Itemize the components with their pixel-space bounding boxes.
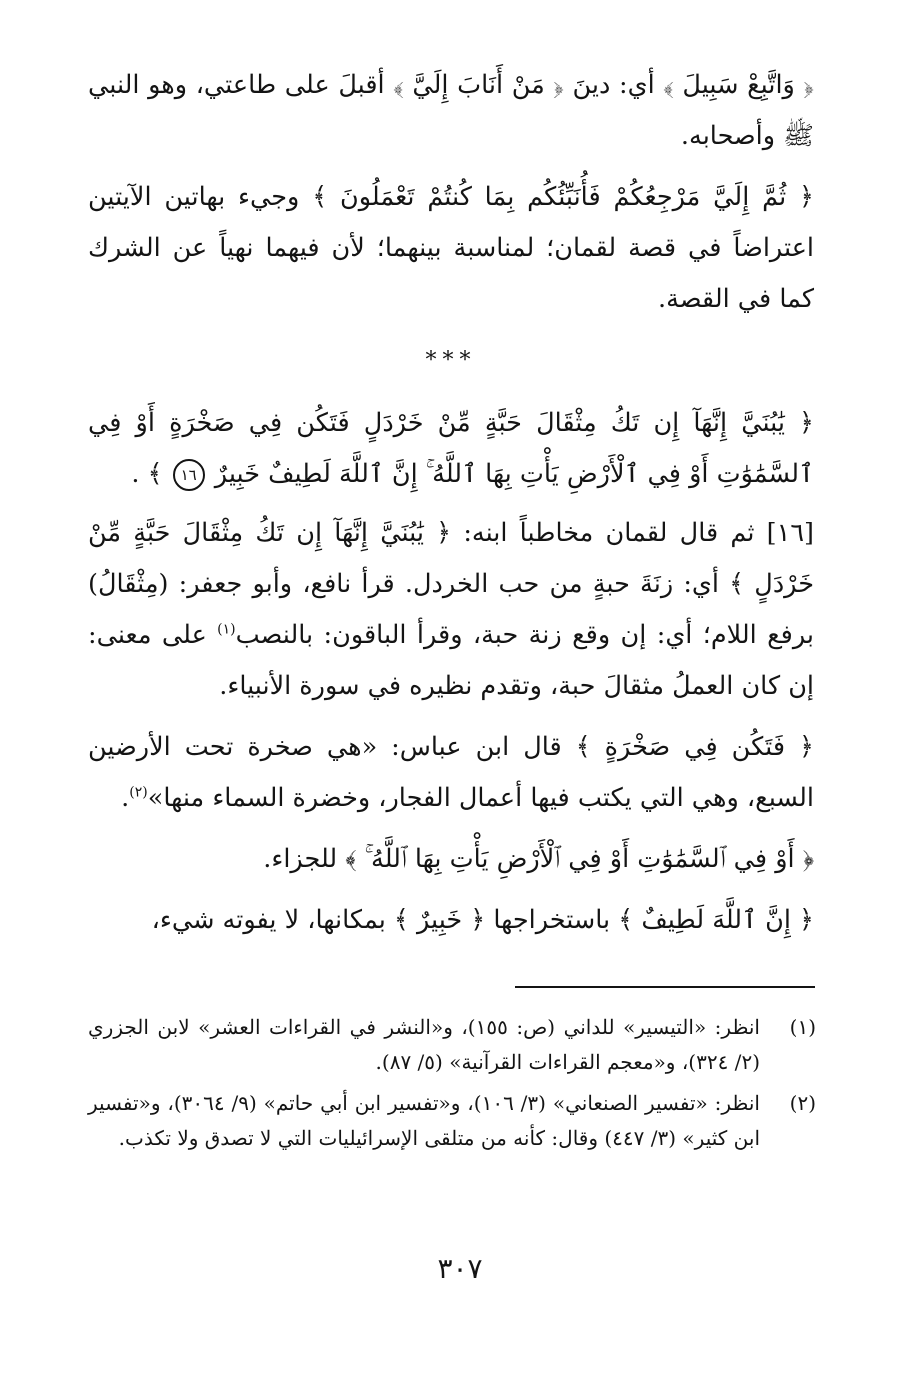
commentary-text: .	[121, 783, 130, 813]
quran-quote: ﴿ فَتَكُن فِي صَخْرَةٍ ﴾	[575, 732, 814, 762]
verse-16	[88, 398, 814, 500]
quran-quote: ﴿ وَاتَّبِعْ سَبِيلَ ﴾	[663, 70, 814, 100]
verse-number-marker: ١٦	[173, 459, 205, 491]
footnotes	[88, 1010, 816, 1162]
commentary-text: قال ابن عباس: «هي صخرة تحت الأرضين السبع، وهي التي يكتب فيها أعمال الفجار، وخضرة السماء منها»	[88, 732, 814, 813]
footnote-number: (٢)	[789, 1091, 816, 1115]
footnote-text: انظر: «التيسير» للداني (ص: ١٥٥)، و«النشر في القراءات العشر» لابن الجزري (٢/ ٣٢٤)، و«معجم القراءات القرآنية» (٥/ ٨٧).	[88, 1015, 760, 1074]
commentary-paragraph-4	[88, 895, 814, 946]
commentary-text: أقبلَ على طاعتي، وهو النبي ﷺ وأصحابه.	[88, 70, 814, 151]
footnote-ref[interactable]: (١)	[217, 621, 236, 638]
footnote-divider	[515, 986, 815, 988]
commentary-text: باستخراجها	[485, 905, 619, 935]
footnote-2	[88, 1086, 816, 1156]
footnote-text: انظر: «تفسير الصنعاني» (٣/ ١٠٦)، و«تفسير ابن أبي حاتم» (٩/ ٣٠٦٤)، و«تفسير ابن كثير» (٣/ ٤٤٧) وقال: كأنه من متلقى الإسرائيليات التي لا تصدق ولا تكذب.	[88, 1091, 760, 1150]
section-separator: ***	[425, 348, 477, 373]
page-number: ٣٠٧	[437, 1252, 483, 1285]
quran-quote: ﴿ يَٰبُنَيَّ إِنَّهَآ إِن تَكُ مِثْقَالَ حَبَّةٍ مِّنْ خَرْدَلٍ ﴾	[88, 518, 815, 599]
footnote-ref[interactable]: (٢)	[129, 784, 148, 801]
quran-quote: ﴿ مَنْ أَنَابَ إِلَيَّ ﴾	[393, 70, 564, 100]
commentary-text: على معنى: إن كان العملُ مثقالَ حبة، وتقدم نظيره في سورة الأنبياء.	[88, 620, 814, 701]
commentary-text: للجزاء.	[263, 844, 346, 874]
verse-end: ﴾ .	[131, 459, 163, 489]
verse-text: ﴿ يَٰبُنَيَّ إِنَّهَآ إِن تَكُ مِثْقَالَ حَبَّةٍ مِّنْ خَرْدَلٍ فَتَكُن فِي صَخْرَةٍ أَوْ فِي ٱلسَّمَٰوَٰتِ أَوْ فِي ٱلْأَرْضِ يَأْتِ بِهَا ٱللَّهُ ۚ إِنَّ ٱللَّهَ لَطِيفٌ خَبِيرٌ	[88, 408, 814, 489]
footnote-number: (١)	[789, 1015, 816, 1039]
quran-quote: ﴿ إِنَّ ٱللَّهَ لَطِيفٌ ﴾	[618, 905, 814, 935]
commentary-paragraph-2	[88, 722, 814, 824]
quran-quote: ﴿ أَوْ فِي ٱلسَّمَٰوَٰتِ أَوْ فِي ٱلْأَرْضِ يَأْتِ بِهَا ٱللَّهُ ۚ ﴾	[345, 844, 814, 874]
main-text	[88, 60, 814, 956]
paragraph-2	[88, 172, 814, 325]
commentary-paragraph-1	[88, 508, 814, 712]
quran-quote: ﴿ ثُمَّ إِلَيَّ مَرْجِعُكُمْ فَأُنَبِّئُكُم بِمَا كُنتُمْ تَعْمَلُونَ ﴾	[312, 182, 814, 212]
commentary-text: وجيء بهاتين الآيتين اعتراضاً في قصة لقمان؛ لمناسبة بينهما؛ لأن فيهما نهياً عن الشرك كما في القصة.	[88, 182, 814, 314]
footnote-1	[88, 1010, 816, 1080]
commentary-text: أي: دينَ	[563, 70, 664, 100]
commentary-text: ﴿ خَبِيرٌ ﴾ بمكانها، لا يفوته شيء،	[151, 905, 486, 935]
paragraph-1	[88, 60, 814, 162]
commentary-text: [١٦] ثم قال لقمان مخاطباً ابنه:	[451, 518, 814, 548]
commentary-paragraph-3	[88, 834, 814, 885]
commentary-text: أي: زنَةَ حبةٍ من حب الخردل. قرأ نافع، وأبو جعفر: (مِثْقَالُ) برفع اللام؛ أي: إن وقع زنة حبة، وقرأ الباقون: بالنصب	[88, 569, 815, 650]
